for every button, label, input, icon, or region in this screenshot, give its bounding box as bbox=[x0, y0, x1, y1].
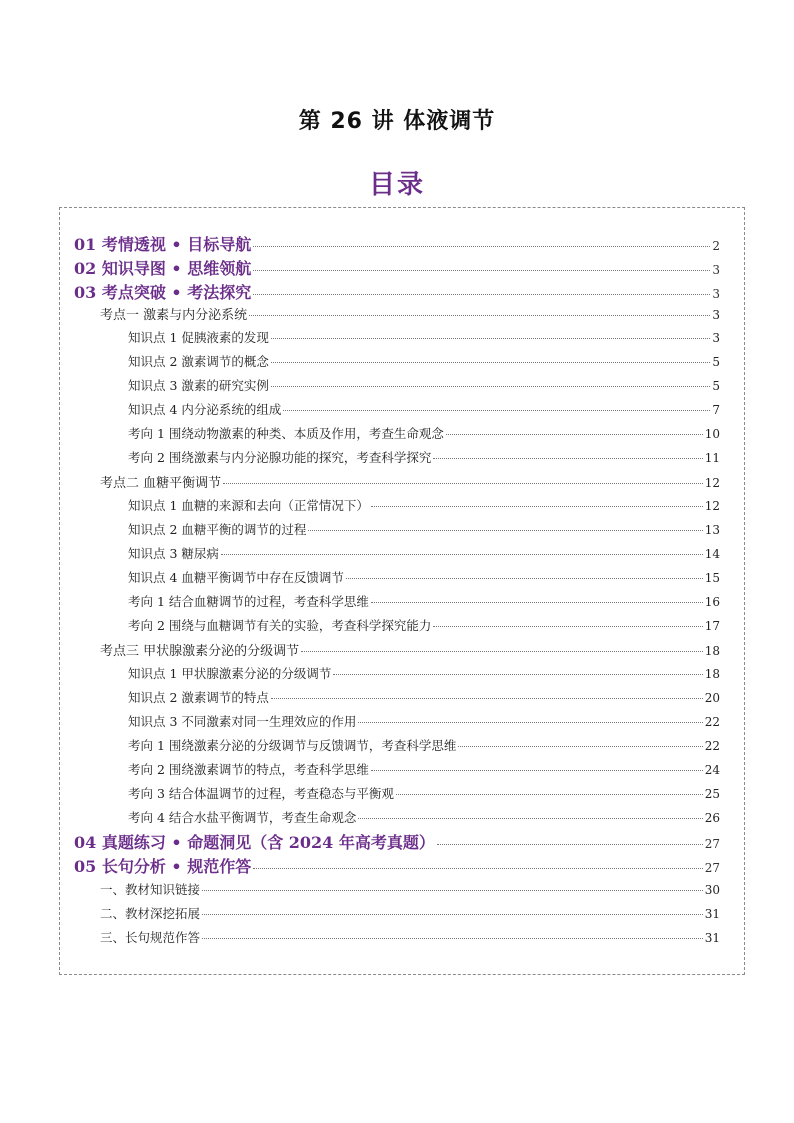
toc-entry[interactable] bbox=[100, 928, 720, 946]
toc-entry-label: 考向 2 围绕激素调节的特点，考查科学思维 bbox=[128, 762, 369, 777]
toc-entry[interactable] bbox=[100, 640, 720, 659]
toc-entry[interactable] bbox=[128, 568, 720, 586]
dot-leader bbox=[358, 817, 702, 819]
dot-leader bbox=[271, 337, 710, 339]
toc-entry-page: 10 bbox=[704, 427, 720, 441]
toc-entry-page: 5 bbox=[712, 379, 720, 393]
toc-entry-label: 知识点 2 血糖平衡的调节的过程 bbox=[128, 522, 307, 537]
dot-leader bbox=[301, 650, 703, 652]
toc-entry-page: 30 bbox=[704, 883, 720, 897]
toc-entry[interactable] bbox=[74, 854, 720, 877]
toc-entry-label: 知识点 3 激素的研究实例 bbox=[128, 378, 269, 393]
dot-leader bbox=[396, 793, 703, 795]
toc-entry-page: 26 bbox=[704, 811, 720, 825]
toc-entry-label: 知识点 3 糖尿病 bbox=[128, 546, 219, 561]
document-title: 第 26 讲 体液调节 bbox=[298, 109, 496, 134]
toc-entry[interactable] bbox=[128, 784, 720, 802]
toc-entry[interactable] bbox=[128, 376, 720, 394]
dot-leader bbox=[371, 769, 703, 771]
toc-entry-label: 考向 2 围绕与血糖调节有关的实验，考查科学探究能力 bbox=[128, 618, 432, 633]
toc-entry-page: 18 bbox=[704, 644, 720, 658]
toc-entry-page: 3 bbox=[712, 263, 720, 277]
toc-entry-label: 三、长句规范作答 bbox=[100, 930, 201, 945]
toc-entry[interactable] bbox=[100, 304, 720, 323]
dot-leader bbox=[433, 457, 702, 459]
toc-entry-page: 24 bbox=[704, 763, 720, 777]
toc-entry-label: 知识点 4 内分泌系统的组成 bbox=[128, 402, 282, 417]
toc-entry-page: 2 bbox=[712, 239, 720, 253]
toc-entry-label: 考向 3 结合体温调节的过程，考查稳态与平衡观 bbox=[128, 786, 394, 801]
toc-entry[interactable] bbox=[128, 760, 720, 778]
toc-entry-page: 22 bbox=[704, 715, 720, 729]
toc-entry-page: 7 bbox=[712, 403, 720, 417]
toc-entry-page: 3 bbox=[712, 331, 720, 345]
dot-leader bbox=[202, 889, 703, 891]
toc-entry[interactable] bbox=[74, 280, 720, 303]
toc-entry-label: 考向 1 围绕激素分泌的分级调节与反馈调节，考查科学思维 bbox=[128, 738, 457, 753]
dot-leader bbox=[249, 314, 710, 316]
toc-entry[interactable] bbox=[128, 616, 720, 634]
toc-entry[interactable] bbox=[128, 592, 720, 610]
toc-entry[interactable] bbox=[128, 496, 720, 514]
toc-entry-page: 20 bbox=[704, 691, 720, 705]
dot-leader bbox=[271, 361, 710, 363]
toc-entry-label: 05 长句分析 • 规范作答 bbox=[74, 857, 252, 876]
toc-entry-label: 02 知识导图 • 思维领航 bbox=[74, 259, 252, 278]
toc-entry-page: 11 bbox=[704, 451, 720, 465]
dot-leader bbox=[253, 245, 710, 247]
toc-entry-page: 5 bbox=[712, 355, 720, 369]
dot-leader bbox=[458, 745, 702, 747]
toc-entry[interactable] bbox=[128, 664, 720, 682]
toc-entry-page: 13 bbox=[704, 523, 720, 537]
toc-entry[interactable] bbox=[128, 352, 720, 370]
toc-entry-label: 考点三 甲状腺激素分泌的分级调节 bbox=[100, 644, 300, 659]
dot-leader bbox=[346, 577, 703, 579]
toc-entry-label: 知识点 2 激素调节的特点 bbox=[128, 690, 269, 705]
toc-entry[interactable] bbox=[100, 904, 720, 922]
toc-heading: 目录 bbox=[368, 170, 425, 200]
toc-entry[interactable] bbox=[74, 830, 720, 853]
toc-entry-label: 知识点 4 血糖平衡调节中存在反馈调节 bbox=[128, 570, 344, 585]
toc-entry-label: 知识点 2 激素调节的概念 bbox=[128, 354, 269, 369]
toc-entry[interactable] bbox=[74, 256, 720, 279]
dot-leader bbox=[253, 269, 710, 271]
toc-entry[interactable] bbox=[128, 808, 720, 826]
toc-entry-label: 知识点 1 血糖的来源和去向（正常情况下） bbox=[128, 498, 369, 513]
toc-entry-page: 16 bbox=[704, 595, 720, 609]
toc-entry-label: 考点二 血糖平衡调节 bbox=[100, 476, 222, 491]
toc-entry-label: 04 真题练习 • 命题洞见（含 2024 年高考真题） bbox=[74, 833, 435, 852]
toc-entry-label: 考向 4 结合水盐平衡调节，考查生命观念 bbox=[128, 810, 357, 825]
toc-entry-label: 考向 1 围绕动物激素的种类、本质及作用，考查生命观念 bbox=[128, 426, 444, 441]
toc-entry[interactable] bbox=[128, 736, 720, 754]
toc-entry-page: 14 bbox=[704, 547, 720, 561]
dot-leader bbox=[446, 433, 703, 435]
toc-entry[interactable] bbox=[128, 688, 720, 706]
dot-leader bbox=[271, 697, 703, 699]
toc-entry[interactable] bbox=[74, 232, 720, 255]
toc-entry[interactable] bbox=[128, 400, 720, 418]
dot-leader bbox=[283, 409, 710, 411]
dot-leader bbox=[308, 529, 702, 531]
toc-entry-page: 17 bbox=[704, 619, 720, 633]
dot-leader bbox=[433, 625, 702, 627]
dot-leader bbox=[223, 482, 703, 484]
toc-entry-label: 知识点 3 不同激素对同一生理效应的作用 bbox=[128, 714, 357, 729]
toc-entry-page: 3 bbox=[712, 308, 720, 322]
toc-entry-page: 22 bbox=[704, 739, 720, 753]
toc-entry-label: 知识点 1 甲状腺激素分泌的分级调节 bbox=[128, 666, 332, 681]
toc-entry-page: 25 bbox=[704, 787, 720, 801]
toc-entry[interactable] bbox=[128, 328, 720, 346]
toc-entry-label: 01 考情透视 • 目标导航 bbox=[74, 235, 252, 254]
toc-entry[interactable] bbox=[128, 520, 720, 538]
toc-entry[interactable] bbox=[128, 424, 720, 442]
toc-entry-page: 15 bbox=[704, 571, 720, 585]
dot-leader bbox=[202, 937, 703, 939]
table-of-contents bbox=[59, 207, 745, 975]
toc-entry-label: 03 考点突破 • 考法探究 bbox=[74, 283, 252, 302]
toc-entry-label: 知识点 1 促胰液素的发现 bbox=[128, 330, 269, 345]
toc-entry-page: 12 bbox=[704, 499, 720, 513]
toc-entry-page: 3 bbox=[712, 287, 720, 301]
dot-leader bbox=[221, 553, 703, 555]
toc-entry[interactable] bbox=[128, 544, 720, 562]
toc-entry-page: 31 bbox=[704, 931, 720, 945]
toc-entry-page: 12 bbox=[704, 476, 720, 490]
dot-leader bbox=[358, 721, 702, 723]
dot-leader bbox=[253, 293, 710, 295]
toc-entry[interactable] bbox=[100, 880, 720, 898]
dot-leader bbox=[333, 673, 702, 675]
dot-leader bbox=[371, 601, 703, 603]
toc-entry-label: 二、教材深挖拓展 bbox=[100, 906, 201, 921]
toc-entry-label: 考向 2 围绕激素与内分泌腺功能的探究，考查科学探究 bbox=[128, 450, 432, 465]
toc-entry[interactable] bbox=[100, 472, 720, 491]
dot-leader bbox=[202, 913, 703, 915]
dot-leader bbox=[271, 385, 710, 387]
toc-entry-label: 考点一 激素与内分泌系统 bbox=[100, 308, 248, 323]
toc-entry-label: 考向 1 结合血糖调节的过程，考查科学思维 bbox=[128, 594, 369, 609]
toc-entry[interactable] bbox=[128, 712, 720, 730]
toc-entry[interactable] bbox=[128, 448, 720, 466]
dot-leader bbox=[253, 867, 703, 869]
toc-entry-page: 31 bbox=[704, 907, 720, 921]
toc-entry-page: 27 bbox=[704, 837, 720, 851]
toc-entry-label: 一、教材知识链接 bbox=[100, 882, 201, 897]
dot-leader bbox=[437, 843, 703, 845]
toc-entry-page: 27 bbox=[704, 861, 720, 875]
dot-leader bbox=[371, 505, 703, 507]
toc-entry-page: 18 bbox=[704, 667, 720, 681]
